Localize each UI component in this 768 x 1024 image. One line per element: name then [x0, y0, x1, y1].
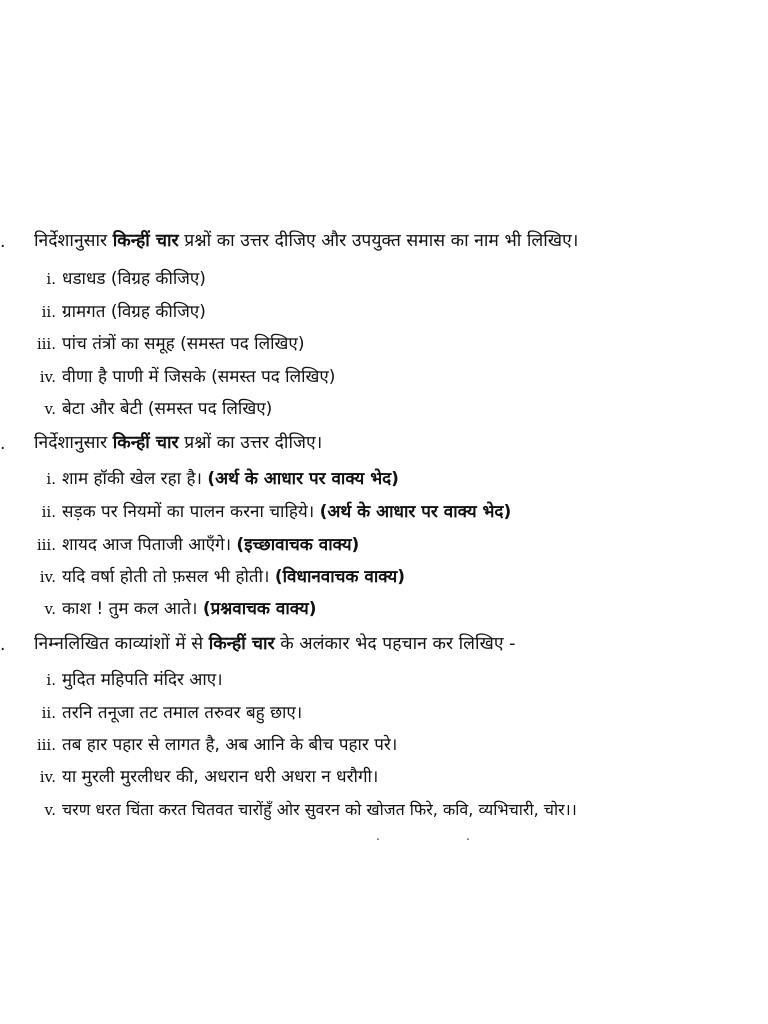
question-marker: . [0, 635, 6, 655]
instruction-text: निम्नलिखित काव्यांशों में से [34, 634, 209, 654]
item-number: ii. [41, 503, 56, 521]
list-item [0, 468, 760, 490]
instruction-emphasis: किन्हीं चार [208, 634, 275, 654]
list-item [0, 702, 760, 724]
item-text: पांच तंत्रों का समूह (समस्त पद लिखिए) [62, 334, 305, 354]
item-text: शाम हॉकी खेल रहा है। [62, 469, 208, 489]
instruction-text: निर्देशानुसार [34, 231, 113, 251]
item-text: मुदित महिपति मंदिर आए। [62, 670, 223, 690]
list-item [0, 268, 760, 290]
item-text: सड़क पर नियमों का पालन करना चाहिये। [62, 502, 320, 522]
scan-speck: . [466, 829, 470, 843]
instruction-text: के अलंकार भेद पहचान कर लिखिए - [274, 634, 516, 654]
scan-speck: . [376, 829, 380, 843]
question-marker: . [0, 434, 6, 454]
item-number: ii. [41, 303, 56, 321]
list-item [0, 766, 760, 788]
item-text: वीणा है पाणी में जिसके (समस्त पद लिखिए) [62, 367, 336, 387]
item-hint: (विधानवाचक वाक्य) [274, 567, 405, 587]
item-number: iii. [36, 736, 56, 754]
item-text: काश ! तुम कल आते। [62, 599, 203, 619]
item-hint: (अर्थ के आधार पर वाक्य भेद) [319, 502, 512, 522]
item-hint: (अर्थ के आधार पर वाक्य भेद) [207, 469, 399, 489]
item-hint: (इच्छावाचक वाक्य) [236, 535, 360, 555]
item-number: iv. [39, 568, 56, 586]
item-text: बेटा और बेटी (समस्त पद लिखिए) [62, 399, 273, 419]
item-number: iii. [36, 335, 56, 353]
item-text: ग्रामगत (विग्रह कीजिए) [62, 302, 206, 322]
instruction-text: प्रश्नों का उत्तर दीजिए। [178, 433, 323, 453]
list-item [0, 799, 760, 821]
item-number: iv. [39, 368, 56, 386]
question-instruction [34, 230, 762, 252]
item-number: v. [44, 801, 56, 819]
item-number: iv. [39, 768, 56, 786]
list-item [0, 301, 760, 323]
list-item [0, 501, 760, 523]
list-item [0, 734, 760, 756]
item-text: धडाधड (विग्रह कीजिए) [62, 269, 206, 289]
item-text: तब हार पहार से लागत है, अब आनि के बीच पहार परे। [62, 735, 398, 755]
list-item [0, 566, 760, 588]
item-text: शायद आज पिताजी आएँगे। [62, 535, 237, 555]
item-text: या मुरली मुरलीधर की, अधरान धरी अधरा न धरौगी। [62, 767, 379, 787]
instruction-emphasis: किन्हीं चार [112, 433, 179, 453]
item-text: तरनि तनूजा तट तमाल तरुवर बहु छाए। [62, 703, 303, 723]
item-number: ii. [41, 704, 56, 722]
item-number: v. [44, 400, 56, 418]
list-item [0, 366, 760, 388]
item-text: यदि वर्षा होती तो फ़सल भी होती। [62, 567, 275, 587]
list-item [0, 333, 760, 355]
question-instruction [34, 633, 762, 655]
question-marker: . [0, 232, 6, 252]
list-item [0, 598, 760, 620]
list-item [0, 398, 760, 420]
item-number: v. [44, 600, 56, 618]
item-number: i. [46, 470, 56, 488]
item-number: i. [46, 671, 56, 689]
instruction-emphasis: किन्हीं चार [112, 231, 179, 251]
instruction-text: प्रश्नों का उत्तर दीजिए और उपयुक्त समास का नाम भी लिखिए। [178, 231, 579, 251]
list-item [0, 534, 760, 556]
item-number: i. [46, 270, 56, 288]
item-text: चरण धरत चिंता करत चितवत चारोंहुँ ओर सुवरन को खोजत फिरे, कवि, व्यभिचारी, चोर।। [62, 800, 577, 819]
instruction-text: निर्देशानुसार [34, 433, 113, 453]
item-hint: (प्रश्नवाचक वाक्य) [202, 599, 317, 619]
item-number: iii. [36, 536, 56, 554]
list-item [0, 669, 760, 691]
question-instruction [34, 432, 762, 454]
